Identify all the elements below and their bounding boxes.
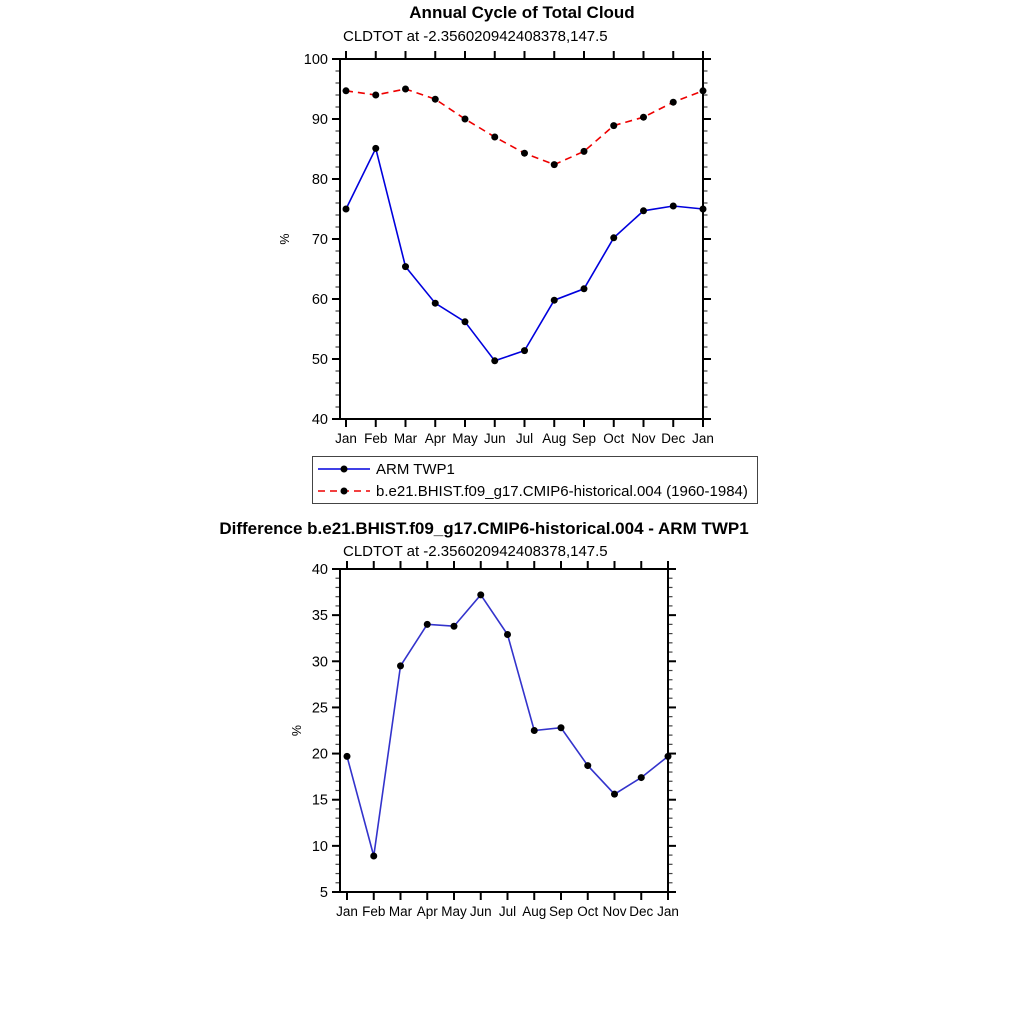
svg-text:%: % — [290, 724, 304, 737]
svg-text:Jul: Jul — [498, 904, 517, 919]
svg-text:Jun: Jun — [483, 431, 506, 446]
svg-text:20: 20 — [311, 746, 328, 763]
svg-text:70: 70 — [311, 232, 328, 248]
svg-text:40: 40 — [311, 412, 328, 428]
svg-text:35: 35 — [311, 608, 328, 625]
svg-text:May: May — [452, 431, 478, 446]
top-chart-title: Annual Cycle of Total Cloud — [409, 3, 635, 22]
svg-text:100: 100 — [303, 52, 328, 68]
svg-text:25: 25 — [311, 700, 328, 717]
svg-text:Mar: Mar — [393, 431, 418, 446]
svg-text:Feb: Feb — [364, 431, 388, 446]
svg-text:Jun: Jun — [469, 904, 492, 919]
legend-box — [312, 456, 758, 504]
svg-text:50: 50 — [311, 352, 328, 368]
diff-chart-title: Difference b.e21.BHIST.f09_g17.CMIP6-historical.004 - ARM TWP1 — [219, 519, 749, 538]
svg-text:Sep: Sep — [548, 904, 574, 919]
svg-text:Oct: Oct — [577, 904, 599, 919]
svg-text:Jan: Jan — [657, 904, 679, 919]
legend-label-obs: ARM TWP1 — [376, 460, 455, 478]
svg-text:Sep: Sep — [571, 431, 597, 446]
svg-text:60: 60 — [311, 292, 328, 308]
svg-text:Apr: Apr — [424, 431, 446, 446]
svg-text:Feb: Feb — [362, 904, 386, 919]
svg-text:80: 80 — [311, 172, 328, 188]
svg-text:Oct: Oct — [603, 431, 625, 446]
svg-text:May: May — [441, 904, 467, 919]
difference-chart-plot — [290, 561, 679, 919]
svg-text:Nov: Nov — [602, 904, 627, 919]
svg-text:5: 5 — [319, 885, 328, 901]
svg-text:Mar: Mar — [388, 904, 413, 919]
svg-text:40: 40 — [311, 562, 328, 578]
top-chart-subtitle: CLDTOT at -2.356020942408378,147.5 — [343, 28, 608, 45]
svg-text:90: 90 — [311, 112, 328, 128]
svg-text:Nov: Nov — [631, 431, 656, 446]
svg-text:15: 15 — [311, 792, 328, 809]
svg-text:Dec: Dec — [629, 904, 654, 919]
svg-text:Jan: Jan — [692, 431, 714, 446]
diff-chart-subtitle: CLDTOT at -2.356020942408378,147.5 — [343, 543, 608, 560]
svg-text:Dec: Dec — [661, 431, 686, 446]
top-chart-plot — [278, 51, 714, 446]
svg-text:Apr: Apr — [416, 904, 438, 919]
svg-text:Jan: Jan — [336, 904, 358, 919]
svg-text:Jul: Jul — [515, 431, 534, 446]
legend-entry-model — [313, 480, 757, 502]
legend-line-model-icon — [317, 483, 371, 499]
svg-text:Aug: Aug — [522, 904, 547, 919]
svg-text:30: 30 — [311, 654, 328, 671]
svg-text:Jan: Jan — [335, 431, 357, 446]
svg-text:%: % — [278, 233, 292, 245]
legend-line-obs-icon — [317, 461, 371, 477]
legend-entry-obs — [313, 458, 757, 480]
legend-label-model: b.e21.BHIST.f09_g17.CMIP6-historical.004 (1960-1984) — [376, 482, 748, 500]
svg-text:Aug: Aug — [542, 431, 567, 446]
svg-text:10: 10 — [311, 838, 328, 855]
